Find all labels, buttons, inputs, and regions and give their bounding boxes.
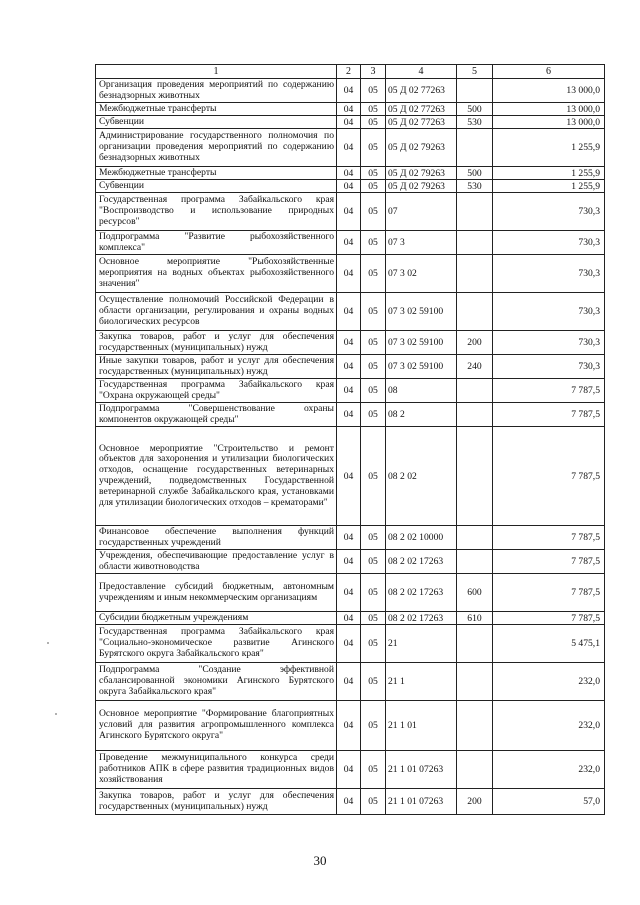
row-name: Подпрограмма "Совершенствование охраны компонентов окружающей среды" <box>96 403 337 427</box>
row-subsection: 05 <box>361 625 386 663</box>
row-name: Государственная программа Забайкальского края "Воспроизводство и использование природных ресурсов" <box>96 193 337 231</box>
row-expense-type <box>457 129 493 167</box>
header-cell: 5 <box>457 65 493 79</box>
row-target-article: 07 3 02 59100 <box>386 293 457 331</box>
row-section: 04 <box>337 103 361 116</box>
row-name: Государственная программа Забайкальского края "Охрана окружающей среды" <box>96 379 337 403</box>
row-amount: 7 787,5 <box>493 612 605 625</box>
row-amount: 730,3 <box>493 355 605 379</box>
row-name: Организация проведения мероприятий по содержанию безнадзорных животных <box>96 79 337 103</box>
row-target-article: 21 1 01 <box>386 701 457 751</box>
row-name: Государственная программа Забайкальского края "Социально-экономическое развитие Агинского Бурятского округа Забайкальского края" <box>96 625 337 663</box>
header-cell: 3 <box>361 65 386 79</box>
row-subsection: 05 <box>361 612 386 625</box>
row-subsection: 05 <box>361 231 386 255</box>
row-expense-type <box>457 231 493 255</box>
row-name: Финансовое обеспечение выполнения функций государственных учреждений <box>96 526 337 550</box>
row-subsection: 05 <box>361 355 386 379</box>
row-section: 04 <box>337 180 361 193</box>
row-name: Межбюджетные трансферты <box>96 167 337 180</box>
row-section: 04 <box>337 167 361 180</box>
row-expense-type <box>457 403 493 427</box>
row-expense-type <box>457 625 493 663</box>
row-subsection: 05 <box>361 427 386 526</box>
row-name: Основное мероприятие "Формирование благоприятных условий для развития агропромышленного комплекса Агинского Бурятского округа" <box>96 701 337 751</box>
row-subsection: 05 <box>361 701 386 751</box>
header-cell: 4 <box>386 65 457 79</box>
scan-speck <box>47 642 49 644</box>
row-target-article: 05 Д 02 79263 <box>386 180 457 193</box>
header-cell: 2 <box>337 65 361 79</box>
table-row <box>96 550 605 574</box>
row-amount: 13 000,0 <box>493 116 605 129</box>
row-amount: 7 787,5 <box>493 379 605 403</box>
row-expense-type <box>457 427 493 526</box>
row-section: 04 <box>337 129 361 167</box>
row-subsection: 05 <box>361 167 386 180</box>
row-amount: 13 000,0 <box>493 103 605 116</box>
table-row <box>96 129 605 167</box>
table-row <box>96 231 605 255</box>
row-target-article: 21 1 01 07263 <box>386 751 457 789</box>
row-amount: 7 787,5 <box>493 403 605 427</box>
row-amount: 5 475,1 <box>493 625 605 663</box>
row-expense-type <box>457 379 493 403</box>
row-section: 04 <box>337 379 361 403</box>
row-expense-type <box>457 79 493 103</box>
budget-table <box>95 64 605 815</box>
table-row <box>96 193 605 231</box>
row-expense-type: 200 <box>457 331 493 355</box>
row-expense-type <box>457 751 493 789</box>
row-target-article: 07 <box>386 193 457 231</box>
table-row <box>96 379 605 403</box>
row-amount: 1 255,9 <box>493 167 605 180</box>
row-subsection: 05 <box>361 331 386 355</box>
table-row <box>96 526 605 550</box>
row-section: 04 <box>337 116 361 129</box>
header-cell: 6 <box>493 65 605 79</box>
row-amount: 7 787,5 <box>493 526 605 550</box>
row-name: Предоставление субсидий бюджетным, автономным учреждениям и иным некоммерческим организациям <box>96 574 337 612</box>
row-amount: 7 787,5 <box>493 574 605 612</box>
table-row <box>96 331 605 355</box>
row-target-article: 05 Д 02 77263 <box>386 116 457 129</box>
row-expense-type: 610 <box>457 612 493 625</box>
row-section: 04 <box>337 526 361 550</box>
row-expense-type <box>457 550 493 574</box>
row-name: Администрирование государственного полномочия по организации проведения мероприятий по содержанию безнадзорных животных <box>96 129 337 167</box>
table-row <box>96 355 605 379</box>
row-target-article: 08 2 02 17263 <box>386 550 457 574</box>
row-target-article: 07 3 <box>386 231 457 255</box>
row-expense-type: 200 <box>457 789 493 815</box>
row-amount: 7 787,5 <box>493 427 605 526</box>
row-amount: 730,3 <box>493 193 605 231</box>
table-body <box>96 65 605 815</box>
row-subsection: 05 <box>361 79 386 103</box>
row-target-article: 21 1 <box>386 663 457 701</box>
table-row <box>96 574 605 612</box>
row-name: Осуществление полномочий Российской Федерации в области организации, регулирования и охраны водных биологических ресурсов <box>96 293 337 331</box>
row-amount: 232,0 <box>493 751 605 789</box>
row-section: 04 <box>337 612 361 625</box>
row-name: Субсидии бюджетным учреждениям <box>96 612 337 625</box>
row-subsection: 05 <box>361 103 386 116</box>
table-row <box>96 612 605 625</box>
row-target-article: 05 Д 02 77263 <box>386 103 457 116</box>
row-subsection: 05 <box>361 403 386 427</box>
row-name: Проведение межмуниципального конкурса среди работников АПК в сфере развития традиционных видов хозяйствования <box>96 751 337 789</box>
row-expense-type: 500 <box>457 103 493 116</box>
table-row <box>96 701 605 751</box>
row-section: 04 <box>337 355 361 379</box>
row-subsection: 05 <box>361 129 386 167</box>
row-target-article: 08 2 02 10000 <box>386 526 457 550</box>
row-section: 04 <box>337 701 361 751</box>
row-expense-type: 240 <box>457 355 493 379</box>
row-section: 04 <box>337 427 361 526</box>
row-target-article: 05 Д 02 77263 <box>386 79 457 103</box>
row-expense-type: 600 <box>457 574 493 612</box>
row-section: 04 <box>337 550 361 574</box>
row-name: Закупка товаров, работ и услуг для обеспечения государственных (муниципальных) нужд <box>96 789 337 815</box>
row-expense-type <box>457 255 493 293</box>
row-name: Основное мероприятие "Рыбохозяйственные мероприятия на водных объектах рыбохозяйственного значения" <box>96 255 337 293</box>
table-header-row <box>96 65 605 79</box>
row-subsection: 05 <box>361 751 386 789</box>
row-amount: 730,3 <box>493 293 605 331</box>
row-name: Основное мероприятие "Строительство и ремонт объектов для захоронения и утилизации биологических отходов, оснащение государственных ветеринарных учреждений, подведомственных Государственной ветеринарной службе Забайкальского края, установками для утилизации биологических отходов – крематорами" <box>96 427 337 526</box>
table-row <box>96 751 605 789</box>
row-subsection: 05 <box>361 550 386 574</box>
row-amount: 57,0 <box>493 789 605 815</box>
row-expense-type: 530 <box>457 180 493 193</box>
row-target-article: 07 3 02 59100 <box>386 355 457 379</box>
row-expense-type: 500 <box>457 167 493 180</box>
row-target-article: 08 <box>386 379 457 403</box>
row-target-article: 07 3 02 <box>386 255 457 293</box>
row-amount: 730,3 <box>493 255 605 293</box>
row-target-article: 08 2 02 17263 <box>386 574 457 612</box>
row-name: Субвенции <box>96 116 337 129</box>
table-row <box>96 167 605 180</box>
row-amount: 1 255,9 <box>493 180 605 193</box>
row-target-article: 08 2 02 <box>386 427 457 526</box>
row-amount: 232,0 <box>493 701 605 751</box>
row-section: 04 <box>337 574 361 612</box>
row-name: Учреждения, обеспечивающие предоставление услуг в области животноводства <box>96 550 337 574</box>
table-row <box>96 403 605 427</box>
row-target-article: 21 <box>386 625 457 663</box>
row-name: Закупка товаров, работ и услуг для обеспечения государственных (муниципальных) нужд <box>96 331 337 355</box>
table-row <box>96 79 605 103</box>
scan-speck <box>55 713 57 715</box>
row-subsection: 05 <box>361 379 386 403</box>
row-expense-type: 530 <box>457 116 493 129</box>
row-subsection: 05 <box>361 574 386 612</box>
table-row <box>96 625 605 663</box>
row-subsection: 05 <box>361 255 386 293</box>
row-target-article: 08 2 02 17263 <box>386 612 457 625</box>
row-name: Субвенции <box>96 180 337 193</box>
row-section: 04 <box>337 231 361 255</box>
row-section: 04 <box>337 331 361 355</box>
row-name: Подпрограмма "Создание эффективной сбалансированной экономики Агинского Бурятского округа Забайкальского края" <box>96 663 337 701</box>
row-expense-type <box>457 663 493 701</box>
row-section: 04 <box>337 751 361 789</box>
row-target-article: 07 3 02 59100 <box>386 331 457 355</box>
row-target-article: 05 Д 02 79263 <box>386 167 457 180</box>
table-row <box>96 663 605 701</box>
row-expense-type <box>457 701 493 751</box>
row-subsection: 05 <box>361 789 386 815</box>
header-cell: 1 <box>96 65 337 79</box>
row-section: 04 <box>337 79 361 103</box>
table-row <box>96 180 605 193</box>
row-subsection: 05 <box>361 663 386 701</box>
row-section: 04 <box>337 193 361 231</box>
row-subsection: 05 <box>361 293 386 331</box>
row-amount: 730,3 <box>493 331 605 355</box>
row-amount: 1 255,9 <box>493 129 605 167</box>
row-section: 04 <box>337 663 361 701</box>
row-amount: 13 000,0 <box>493 79 605 103</box>
row-amount: 232,0 <box>493 663 605 701</box>
row-target-article: 08 2 <box>386 403 457 427</box>
row-section: 04 <box>337 293 361 331</box>
row-section: 04 <box>337 403 361 427</box>
table-row <box>96 255 605 293</box>
row-target-article: 21 1 01 07263 <box>386 789 457 815</box>
row-section: 04 <box>337 625 361 663</box>
row-name: Межбюджетные трансферты <box>96 103 337 116</box>
row-amount: 7 787,5 <box>493 550 605 574</box>
row-name: Иные закупки товаров, работ и услуг для обеспечения государственных (муниципальных) нужд <box>96 355 337 379</box>
row-amount: 730,3 <box>493 231 605 255</box>
table-row <box>96 427 605 526</box>
row-target-article: 05 Д 02 79263 <box>386 129 457 167</box>
row-section: 04 <box>337 255 361 293</box>
row-subsection: 05 <box>361 193 386 231</box>
row-subsection: 05 <box>361 116 386 129</box>
table-row <box>96 293 605 331</box>
row-subsection: 05 <box>361 526 386 550</box>
row-name: Подпрограмма "Развитие рыбохозяйственного комплекса" <box>96 231 337 255</box>
table-row <box>96 103 605 116</box>
row-expense-type <box>457 293 493 331</box>
table-row <box>96 789 605 815</box>
row-expense-type <box>457 193 493 231</box>
row-subsection: 05 <box>361 180 386 193</box>
table-row <box>96 116 605 129</box>
page-number: 30 <box>313 853 327 868</box>
row-section: 04 <box>337 789 361 815</box>
row-expense-type <box>457 526 493 550</box>
